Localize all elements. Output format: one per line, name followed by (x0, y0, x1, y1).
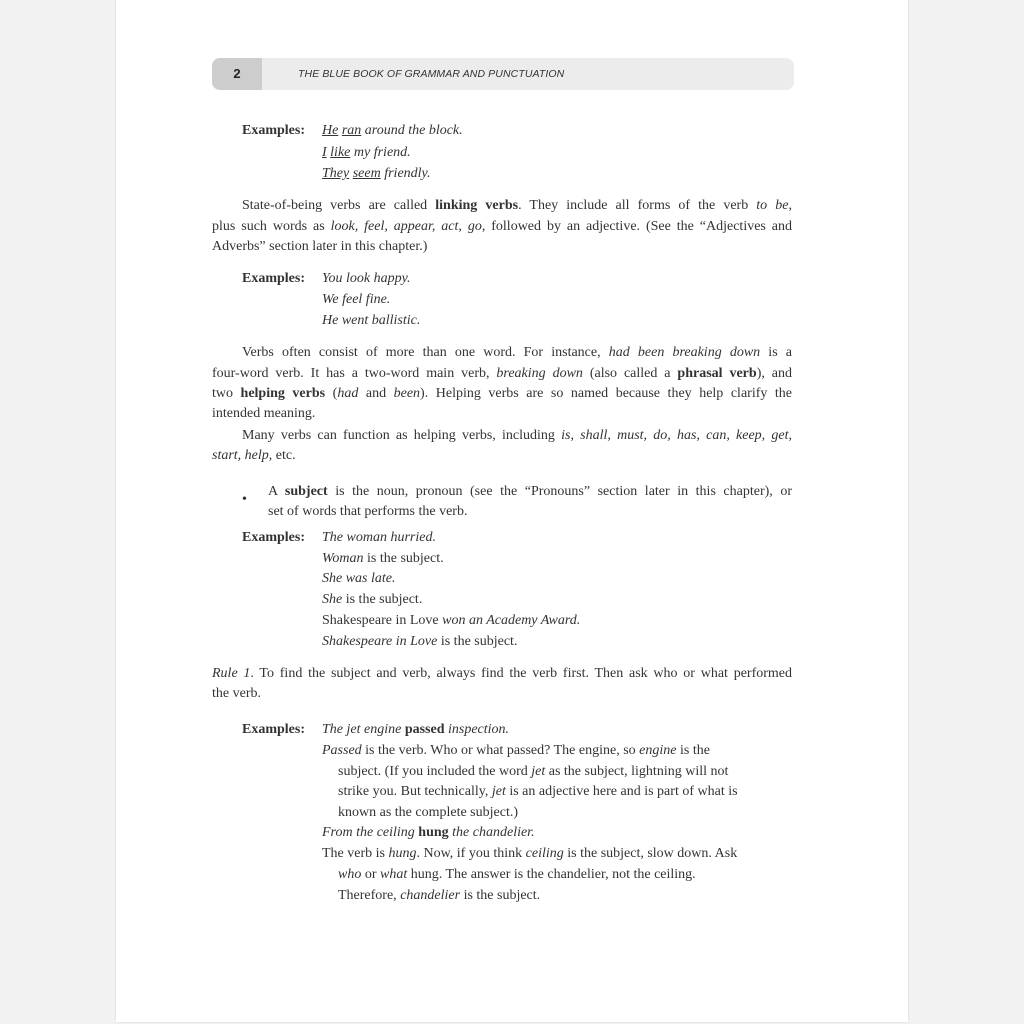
paragraph-line: Verbs often consist of more than one word. For instance, had been breaking down is a (242, 345, 792, 360)
rule-line: Rule 1. To find the subject and verb, always find the verb first. Then ask who or what performed (212, 666, 792, 681)
paragraph-line: Many verbs can function as helping verbs, including is, shall, must, do, has, can, keep, get, (242, 428, 792, 443)
example-line: The woman hurried. (322, 530, 436, 545)
example-line: They seem friendly. (322, 166, 431, 181)
example-line: Shakespeare in Love is the subject. (322, 634, 518, 649)
example-line: She was late. (322, 571, 396, 586)
paragraph-line: two helping verbs (had and been). Helping verbs are so named because they help clarify the (212, 386, 793, 401)
page-number: 2 (212, 58, 262, 90)
examples-label: Examples: (242, 271, 305, 286)
example-line: The jet engine passed inspection. (322, 722, 510, 737)
example-line: I like my friend. (322, 145, 411, 160)
example-line: The verb is hung. Now, if you think ceiling is the subject, slow down. Ask (322, 846, 738, 861)
example-line: We feel fine. (322, 292, 391, 307)
example-line: strike you. But technically, jet is an adjective here and is part of what is (338, 784, 738, 799)
examples-label: Examples: (242, 530, 305, 545)
rule-line: the verb. (212, 686, 261, 701)
example-line: From the ceiling hung the chandelier. (322, 825, 535, 840)
example-line: who or what hung. The answer is the chandelier, not the ceiling. (338, 867, 696, 882)
example-line: Passed is the verb. Who or what passed? The engine, so engine is the (322, 743, 710, 758)
example-line: Therefore, chandelier is the subject. (338, 888, 541, 903)
examples-label: Examples: (242, 123, 305, 138)
examples-label: Examples: (242, 722, 305, 737)
example-line: He went ballistic. (322, 313, 421, 328)
example-line: known as the complete subject.) (338, 805, 519, 820)
paragraph-line: four-word verb. It has a two-word main verb, breaking down (also called a phrasal verb), and (212, 366, 792, 381)
paragraph-line: State-of-being verbs are called linking verbs. They include all forms of the verb to be, (242, 198, 792, 213)
paragraph-line: Adverbs” section later in this chapter.) (212, 239, 428, 254)
bullet-line: A subject is the noun, pronoun (see the “Pronouns” section later in this chapter), or (268, 484, 792, 499)
paragraph-line: intended meaning. (212, 406, 316, 421)
bullet-line: set of words that performs the verb. (268, 504, 468, 519)
running-title: THE BLUE BOOK OF GRAMMAR AND PUNCTUATION (298, 68, 565, 80)
example-line: Shakespeare in Love won an Academy Award. (322, 613, 581, 628)
example-line: He ran around the block. (322, 123, 463, 138)
paragraph-line: plus such words as look, feel, appear, act, go, followed by an adjective. (See the “Adjectives and (212, 219, 793, 234)
example-line: You look happy. (322, 271, 411, 286)
example-line: She is the subject. (322, 592, 423, 607)
running-header (212, 58, 794, 90)
paragraph-line: start, help, etc. (212, 448, 296, 463)
example-line: subject. (If you included the word jet as the subject, lightning will not (338, 764, 729, 779)
bullet-icon: • (242, 492, 247, 507)
example-line: Woman is the subject. (322, 551, 444, 566)
